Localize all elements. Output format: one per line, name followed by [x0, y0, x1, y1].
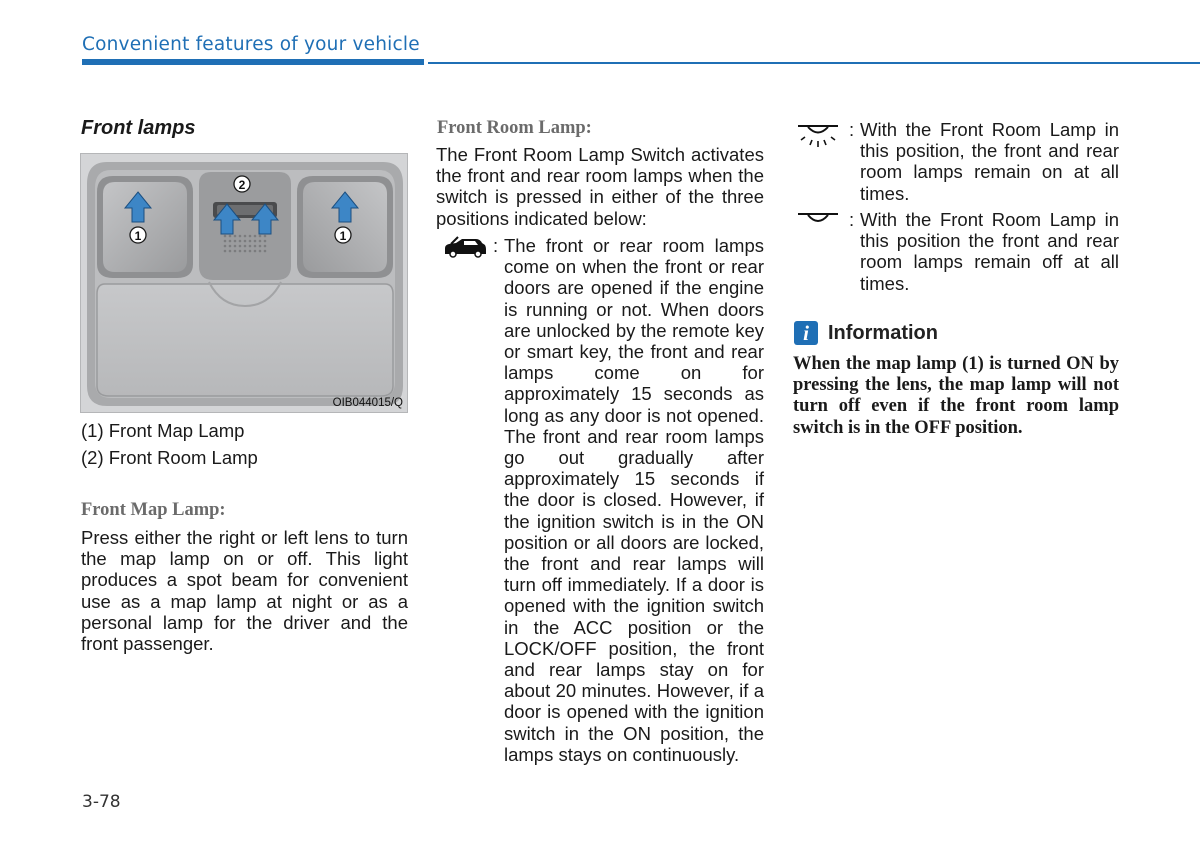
overhead-console-figure	[80, 153, 408, 413]
front-room-lamp-intro: The Front Room Lamp Switch activates the front and rear room lamps when the switch is pressed in either of the three positions indicated below:	[436, 144, 764, 229]
callout-label-1-left: 1	[134, 229, 142, 243]
front-map-lamp-body: Press either the right or left lens to turn the map lamp on or off. This light produces a spot beam for convenient use as a map lamp at night or as a personal lamp for the driver and the front passenger.	[81, 527, 408, 655]
information-icon: i	[794, 321, 818, 345]
figure-code: OIB044015/Q	[332, 397, 403, 409]
caption-front-map-lamp: (1) Front Map Lamp	[81, 420, 245, 441]
off-position-text: With the Front Room Lamp in this position the front and rear room lamps remain off at all times.	[860, 209, 1119, 294]
caption-front-room-lamp: (2) Front Room Lamp	[81, 447, 258, 468]
page-number: 3-78	[82, 792, 121, 812]
on-position-text: With the Front Room Lamp in this position, the front and rear room lamps remain on at all times.	[860, 119, 1119, 204]
header-rule-thick	[82, 59, 424, 65]
overhead-console-illustration	[81, 154, 408, 413]
lamp-on-icon	[797, 124, 839, 148]
front-room-lamp-heading: Front Room Lamp:	[437, 118, 592, 138]
information-body: When the map lamp (1) is turned ON by pressing the lens, the map lamp will not turn off even if the front room lamp switch is in the OFF position.	[793, 354, 1119, 438]
running-header: Convenient features of your vehicle	[82, 34, 420, 55]
door-item-colon: :	[493, 235, 499, 256]
header-rule-thin	[428, 62, 1200, 64]
front-map-lamp-heading: Front Map Lamp:	[81, 500, 226, 520]
callout-label-2: 2	[238, 178, 246, 192]
callout-label-1-right: 1	[339, 229, 347, 243]
off-item-colon: :	[849, 209, 855, 230]
on-item-colon: :	[849, 119, 855, 140]
section-title: Front lamps	[81, 117, 196, 139]
lamp-off-icon	[797, 212, 839, 230]
information-title: Information	[828, 322, 938, 344]
door-open-car-icon	[442, 236, 488, 258]
door-position-text: The front or rear room lamps come on when the front or rear doors are opened if the engine is running or not. When doors are unlocked by the remote key or smart key, the front and rear lamps come on for approximately 15 seconds as long as any door is not opened. The front and rear room lamps go out gradually after approximately 15 seconds if the door is closed. However, if the ignition switch is in the ON position or all doors are locked, the front and rear lamps will turn off immediately. If a door is opened with the ignition switch in the ACC position or the LOCK/OFF position, the front and rear lamps stay on for about 20 minutes. However, if a door is opened with the ignition switch in the ON position, the lamps stays on continuously.	[504, 235, 764, 765]
